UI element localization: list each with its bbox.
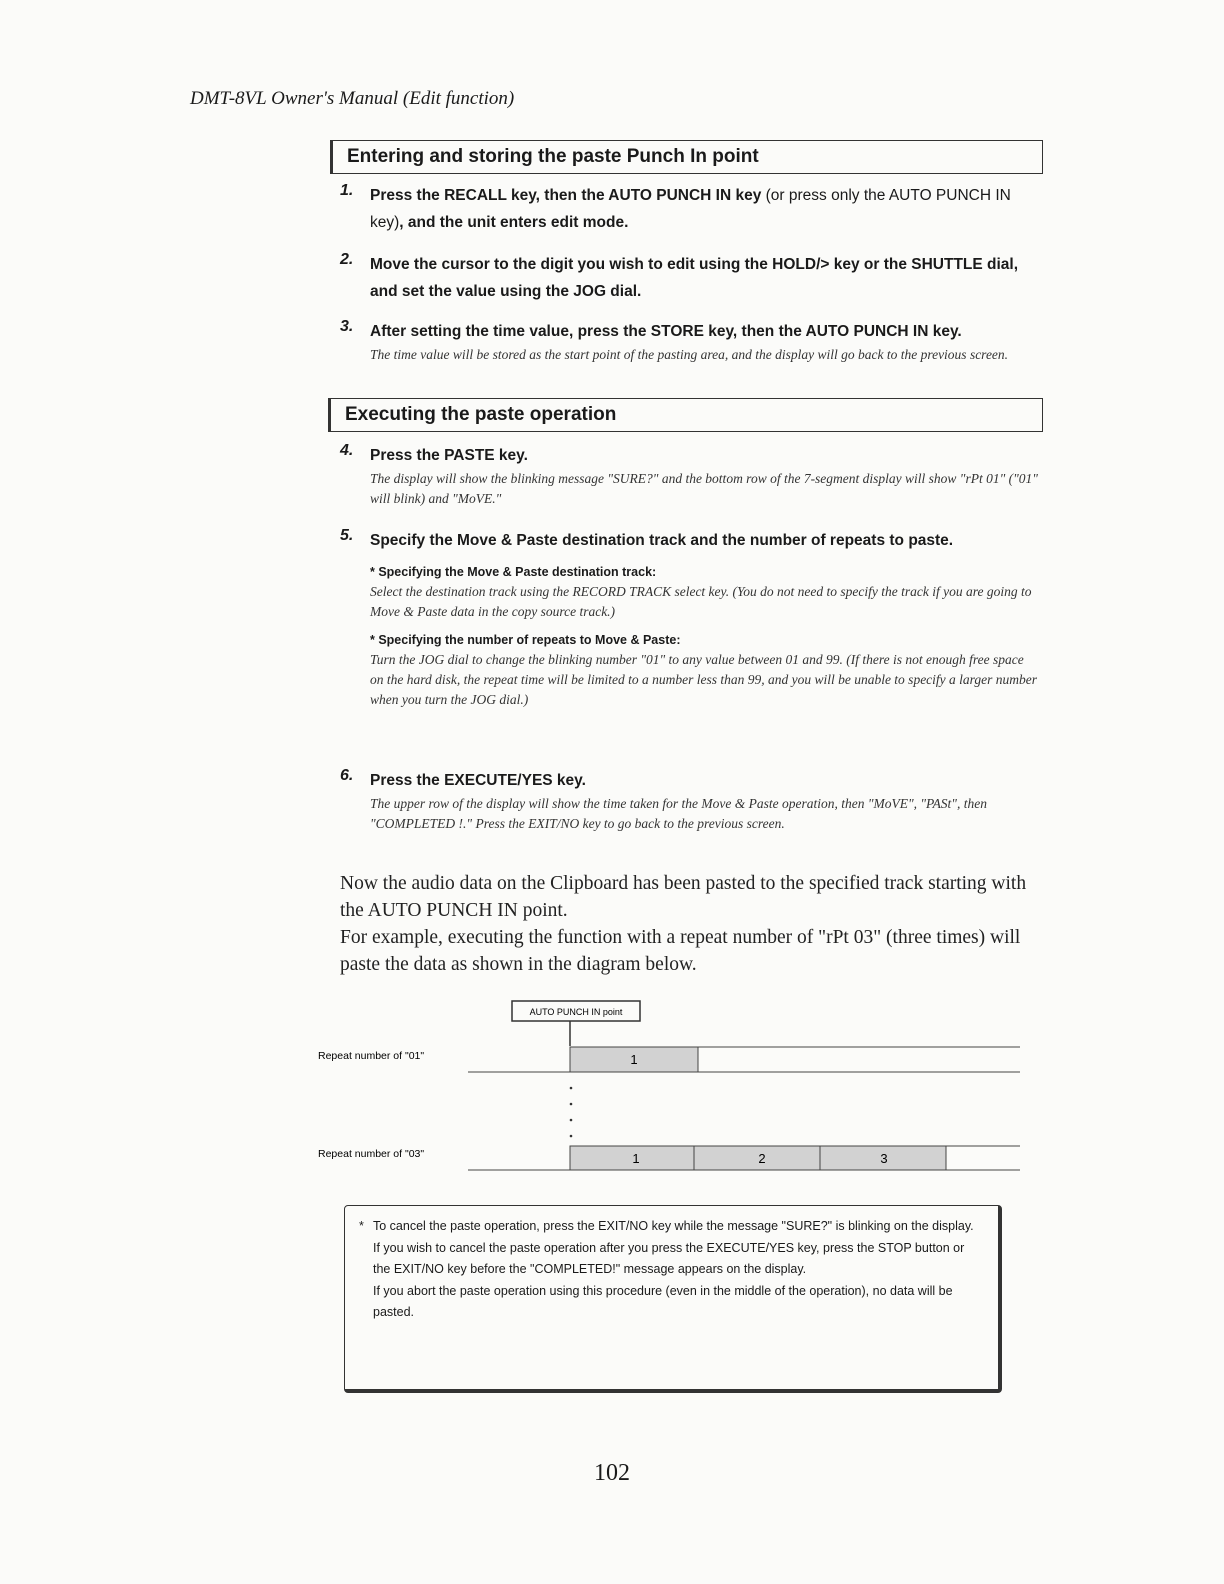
step-description: The upper row of the display will show the time taken for the Move & Paste operation, then "MoVE", "PASt", then "COMPLETED !." Press the EXIT/NO key to go back to the previous screen.	[370, 796, 987, 831]
step-title-bold-end: , and the unit enters edit mode.	[399, 214, 629, 231]
note-line-3: If you abort the paste operation using this procedure (even in the middle of the operation), no data will be pasted.	[373, 1283, 953, 1319]
step-title: Press the EXECUTE/YES key.	[370, 772, 586, 789]
step-title	[370, 182, 1040, 236]
step-title-bold: Press the RECALL key, then the AUTO PUNCH IN key	[370, 187, 762, 204]
ellipsis-dot	[570, 1087, 573, 1090]
step-description: The display will show the blinking message "SURE?" and the bottom row of the 7-segment display will show "rPt 01" ("01" will blink) and "MoVE."	[370, 471, 1038, 506]
note-line-1: To cancel the paste operation, press the EXIT/NO key while the message "SURE?" is blinking on the display.	[373, 1219, 974, 1233]
row1-block-1-label: 1	[630, 1052, 638, 1067]
note-bullet: *	[359, 1219, 364, 1233]
step-4	[340, 442, 1040, 509]
step-1	[340, 182, 1040, 236]
step-number: 2.	[340, 251, 354, 268]
sub-description-repeats: Turn the JOG dial to change the blinking number "01" to any value between 01 and 99. (If there is not enough free space on the hard disk, the repeat time will be limited to a number less than 99, and you will be unable to specify a larger number when you turn the JOG dial.)	[370, 652, 1038, 707]
ellipsis-dot	[570, 1103, 573, 1106]
sub-description-destination: Select the destination track using the RECORD TRACK select key. (You do not need to specify the track if you are going to Move & Paste data in the copy source track.)	[370, 584, 1032, 619]
step-2	[340, 251, 1040, 305]
row-label-03: Repeat number of "03"	[318, 1148, 425, 1160]
step-title: After setting the time value, press the STORE key, then the AUTO PUNCH IN key.	[370, 323, 962, 340]
step-6	[340, 767, 1040, 834]
step-number: 3.	[340, 318, 354, 335]
row2-block-1-label: 1	[632, 1151, 640, 1166]
step-title-plain: (or press only the AUTO PUNCH IN key)	[370, 187, 1011, 231]
note-box	[344, 1205, 1002, 1393]
section-title-executing: Executing the paste operation	[328, 398, 1043, 432]
note-line-2: If you wish to cancel the paste operation after you press the EXECUTE/YES key, press the STOP button or the EXIT/NO key before the "COMPLETED!" message appears on the display.	[373, 1240, 965, 1276]
body-paragraph-2: For example, executing the function with a repeat number of "rPt 03" (three times) will paste the data as shown in the diagram below.	[340, 927, 1021, 975]
step-number: 4.	[340, 442, 354, 459]
ellipsis-dot	[570, 1119, 573, 1122]
step-3	[340, 318, 1040, 365]
section-title-punch-in: Entering and storing the paste Punch In point	[330, 140, 1043, 174]
row2-block-3-label: 3	[880, 1151, 888, 1166]
row2-block-2-label: 2	[758, 1151, 766, 1166]
step-title: Specify the Move & Paste destination track and the number of repeats to paste.	[370, 532, 954, 549]
step-number: 1.	[340, 182, 354, 199]
step-number: 5.	[340, 527, 354, 544]
ellipsis-dot	[570, 1135, 573, 1138]
sub-heading-destination: * Specifying the Move & Paste destination track:	[370, 565, 657, 579]
step-title: Move the cursor to the digit you wish to edit using the HOLD/> key or the SHUTTLE dial, and set the value using the JOG dial.	[370, 256, 1019, 300]
page-number: 102	[594, 1460, 630, 1486]
body-text	[340, 870, 1040, 978]
page-header: DMT-8VL Owner's Manual (Edit function)	[190, 88, 515, 109]
step-number: 6.	[340, 767, 354, 784]
step-title: Press the PASTE key.	[370, 447, 528, 464]
row2-block-2	[694, 1146, 820, 1170]
sub-heading-repeats: * Specifying the number of repeats to Move & Paste:	[370, 633, 681, 647]
marker-label: AUTO PUNCH IN point	[529, 1007, 623, 1017]
body-paragraph-1: Now the audio data on the Clipboard has been pasted to the specified track starting with the AUTO PUNCH IN point.	[340, 873, 1027, 921]
step-description: The time value will be stored as the start point of the pasting area, and the display will go back to the previous screen.	[370, 347, 1009, 362]
row-label-01: Repeat number of "01"	[318, 1050, 425, 1062]
step-5	[340, 527, 1040, 710]
